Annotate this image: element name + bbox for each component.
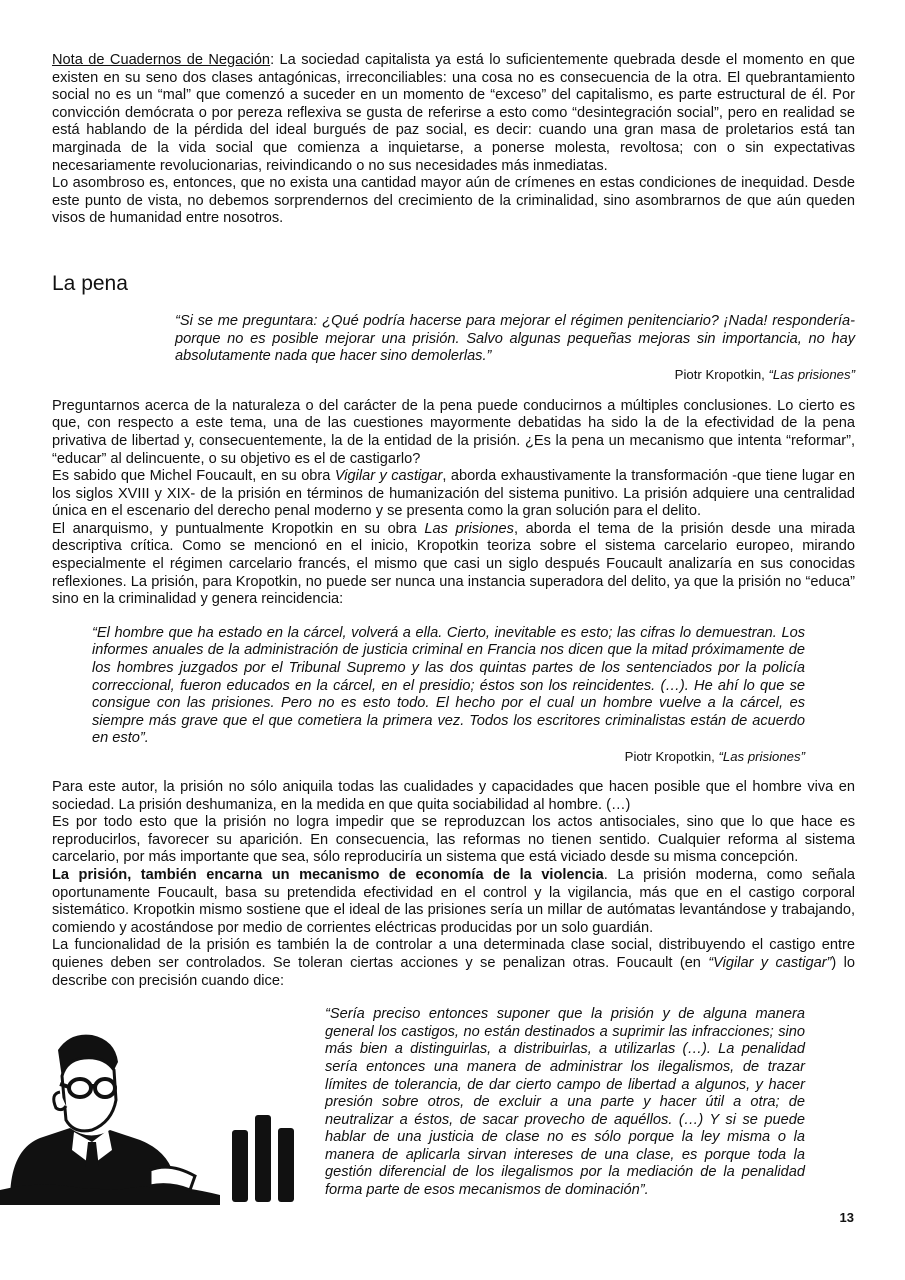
- epigraph: [175, 313, 855, 383]
- note-paragraph-2: Lo asombroso es, entonces, que no exista una cantidad mayor aún de crímenes en estas condiciones de inequidad. Desde este punto de vista, no debemos sorprendernos del crecimiento de la criminalidad, sino asombrarnos de que aún queden visos de humanidad entre nosotros.: [52, 175, 855, 227]
- reader-illustration: [0, 1030, 300, 1205]
- section-title: La pena: [52, 271, 128, 295]
- body-paragraph: La prisión, también encarna un mecanismo de economía de la violencia. La prisión moderna, como señala oportunamente Foucault, basa su pretendida efectividad en el control y la vigilancia, más que en el castigo corporal sistemático. Kropotkin mismo sostiene que el ideal de las prisiones sería un millar de autómatas levantándose y trabajando, comiendo y acostándose por medio de corrientes eléctricas producidas por un solo guardián.: [52, 866, 855, 936]
- body-section-1: [52, 398, 855, 609]
- page-number: 13: [839, 1210, 854, 1225]
- foucault-quote-text: “Sería preciso entonces suponer que la prisión y de alguna manera general los castigos, no están destinados a suprimir las infracciones; sino más bien a distinguirlas, a distribuirlas, a utilizarlas (…). La penalidad sería entonces una manera de administrar los ilegalismos, de trazar límites de tolerancia, de dar cierto campo de libertad a algunos, y hacer presión sobre otros, de excluir a una parte y hacer útil a otra; de neutralizar a éstos, de sacar provecho de aquéllos. (…) Y si se puede hablar de una justicia de clase no es sólo porque la ley misma o la manera de aplicarla sirvan intereses de una clase, es porque toda la gestión diferencial de los ilegalismos por la mediación de la penalidad forma parte de esos mecanismos de dominación”.: [325, 1006, 805, 1199]
- body-paragraph: Es por todo esto que la prisión no logra impedir que se reproduzcan los actos antisociales, sino que lo que hace es reproducirlos, favorecer su aparición. En consecuencia, las reformas no tienen sentido. Cualquier reforma al sistema carcelario, por más importante que sea, sólo reproduciría un sistema que está viciado desde su misma concepción.: [52, 814, 855, 866]
- note-label: Nota de Cuadernos de Negación: [52, 52, 271, 68]
- foucault-quote: [325, 1006, 805, 1200]
- epigraph-text: “Si se me preguntara: ¿Qué podría hacerse para mejorar el régimen penitenciario? ¡Nada! respondería- porque no es posible mejorar una prisión. Salvo algunas pequeñas mejoras sin importancia, no hay absolutamente nada que hacer sino demolerlas.”: [175, 312, 855, 365]
- note-paragraph: [52, 52, 855, 175]
- block-quote-attribution: Piotr Kropotkin, “Las prisiones”: [624, 749, 805, 764]
- body-paragraph: Es sabido que Michel Foucault, en su obra Vigilar y castigar, aborda exhaustivamente la transformación -que tiene lugar en los siglos XVIII y XIX- de la prisión en términos de humanización del sistema punitivo. La prisión adquiere una centralidad única en el escenario del derecho penal moderno y se presenta como la gran solución para el delito.: [52, 468, 855, 520]
- body-paragraph: La funcionalidad de la prisión es también la de controlar a una determinada clase social, distribuyendo el castigo entre quienes deben ser controlados. Se toleran ciertas acciones y se penalizan otras. Foucault (en “Vigilar y castigar”) lo describe con precisión cuando dice:: [52, 937, 855, 989]
- note-text: : La sociedad capitalista ya está lo suficientemente quebrada desde el momento en que existen en su seno dos clases antagónicas, irreconciliables: una cosa no es consecuencia de la otra. El quebrantamiento social no es un “mal” que comenzó a suceder en un momento de “exceso” del capitalismo, es parte estructural de él. Por convicción demócrata o por pereza reflexiva se gusta de referirse a esto como “desintegración social”, pero en realidad se está hablando de la pérdida del ideal burgués de paz social, es decir: cuando una gran masa de proletarios está tan marginada de la vida social que comienza a inquietarse, a ponerse molesta, revoltosa; con o sin expectativas necesariamente revolucionarias, reivindicando o no sus necesidades más inmediatas.: [52, 52, 855, 174]
- epigraph-attribution: Piotr Kropotkin, “Las prisiones”: [674, 366, 855, 382]
- block-quote-text: “El hombre que ha estado en la cárcel, volverá a ella. Cierto, inevitable es esto; las cifras lo demuestran. Los informes anuales de la administración de justicia criminal en Francia nos dicen que la mitad próximamente de los hombres juzgados por el Tribunal Supremo y las dos quintas partes de los sentenciados por la policía correccional, fueron educados en la cárcel, en el presidio; éstos son los reincidentes. (…). He ahí lo que se consigue con las prisiones. Pero no es esto todo. El hecho por el cual un hombre vuelve a la cárcel, es siempre más grave que el que cometiera la primera vez. Todos los escritores criminalistas están de acuerdo en esto”.: [92, 624, 805, 747]
- body-paragraph: El anarquismo, y puntualmente Kropotkin en su obra Las prisiones, aborda el tema de la prisión desde una mirada descriptiva crítica. Como se mencionó en el inicio, Kropotkin teoriza sobre el sistema carcelario europeo, mirando especialmente el régimen carcelario francés, el mismo que casi un siglo después Foucault analizaría en sus conocidas reflexiones. La prisión, para Kropotkin, no puede ser nunca una instancia superadora del delito, ya que la prisión no “educa” sino en la criminalidad y genera reincidencia:: [52, 520, 855, 608]
- block-quote: [92, 625, 805, 765]
- body-paragraph: Para este autor, la prisión no sólo aniquila todas las cualidades y capacidades que hacen posible que el hombre viva en sociedad. La prisión deshumaniza, en la medida en que quita sociabilidad al hombre. (…): [52, 779, 855, 813]
- body-paragraph: Preguntarnos acerca de la naturaleza o del carácter de la pena puede conducirnos a múltiples conclusiones. Lo cierto es que, con respecto a este tema, una de las cuestiones mayormente debatidas ha sido la de la efectividad de la pena privativa de libertad y, consecuentemente, la de la entidad de la prisión. ¿Es la pena un mecanismo que intenta “reformar”, “educar” al delincuente, o su objetivo es el de castigarlo?: [52, 397, 855, 467]
- page-content: [52, 52, 855, 1200]
- body-section-2: [52, 779, 855, 990]
